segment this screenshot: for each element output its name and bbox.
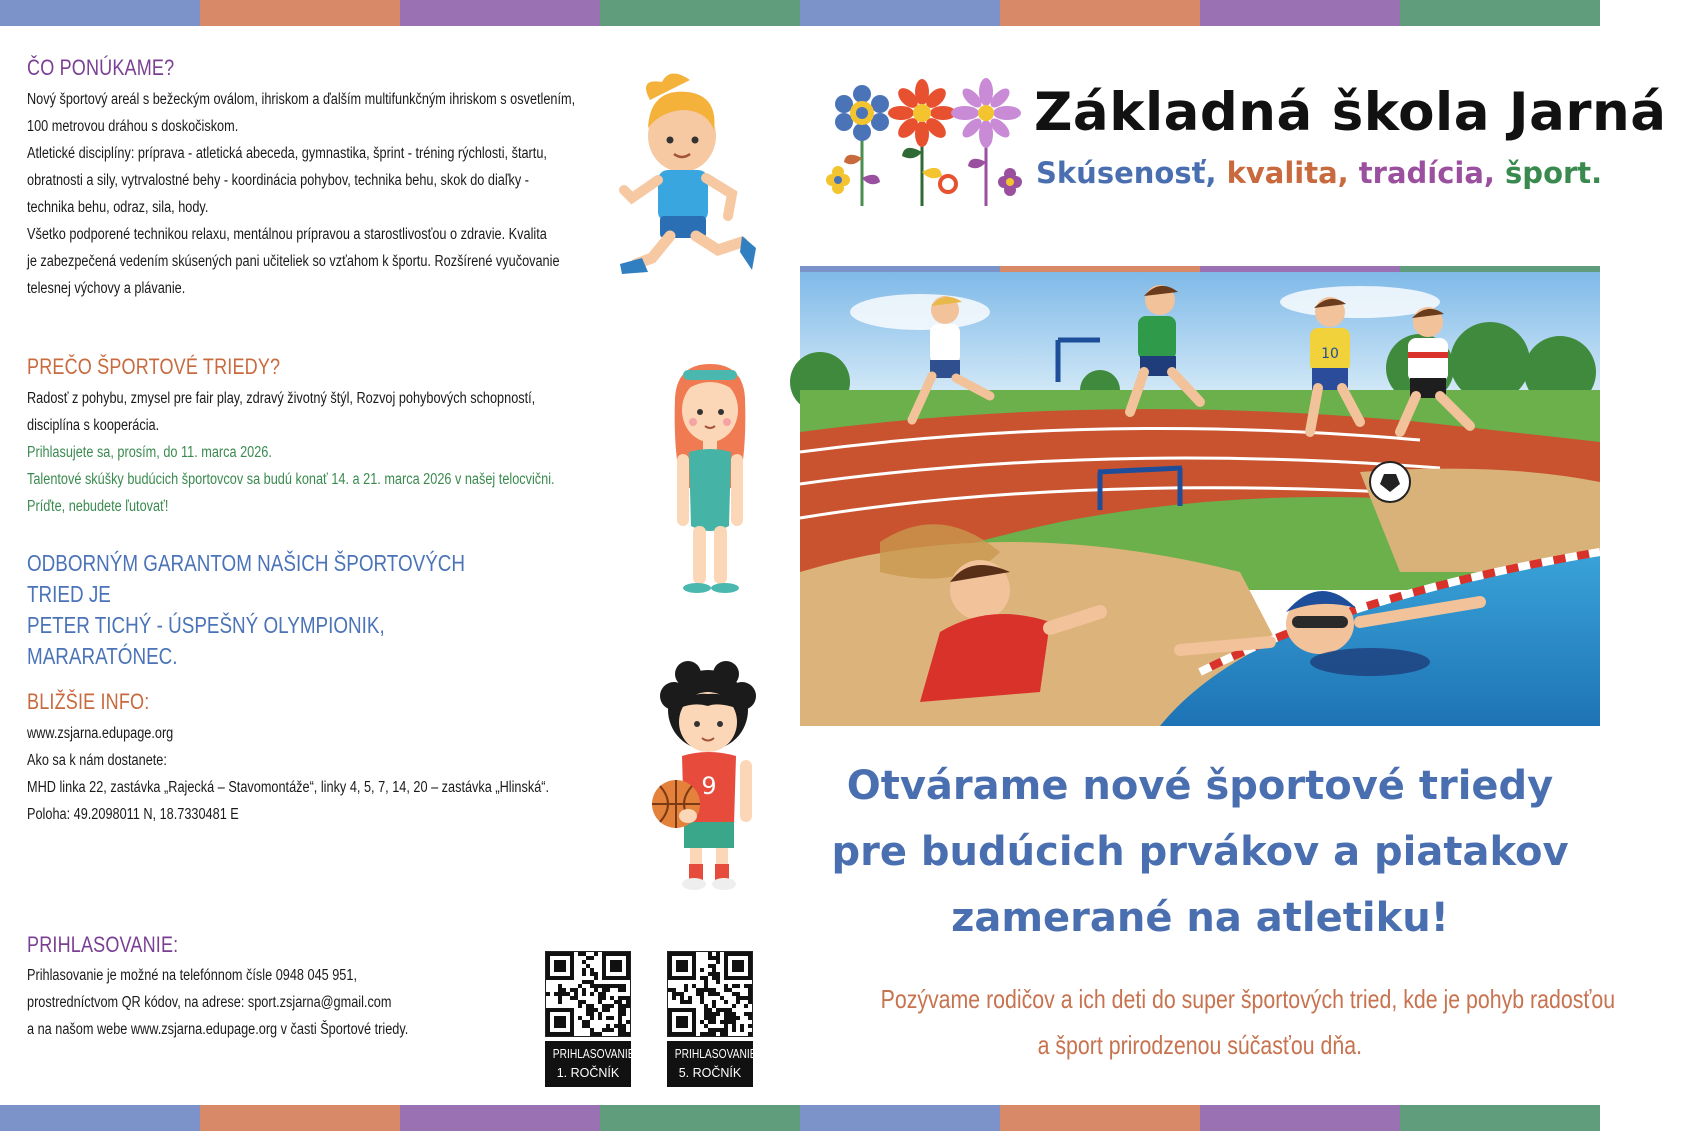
stripe-segment — [600, 0, 800, 26]
tagline-word: kvalita, — [1226, 156, 1349, 190]
subheadline-line: a šport prirodzenou súčasťou dňa. — [1037, 1030, 1363, 1060]
offer-line: Všetko podporené technikou relaxu, mentálnou prípravou a starostlivosťou o zdravie. Kvalita — [27, 226, 547, 243]
stripe-segment — [1200, 0, 1400, 26]
school-tagline — [1036, 156, 1602, 190]
running-boy-illustration — [610, 58, 775, 288]
subheadline-line: Pozývame rodičov a ich deti do super športových tried, kde je pohyb radosťou — [880, 984, 1616, 1014]
offer-line: Atletické disciplíny: príprava - atletická abeceda, gymnastika, šprint - tréning rýchlosti, štartu, — [27, 145, 547, 162]
register-text — [27, 962, 519, 1043]
qr-code-icon — [545, 951, 631, 1037]
offer-text — [27, 86, 601, 302]
why-line: disciplína s kooperácia. — [27, 417, 160, 434]
offer-title: ČO PONÚKAME? — [27, 55, 175, 80]
guarantor-text — [27, 548, 519, 672]
guarantor-line: PETER TICHÝ - ÚSPEŠNÝ OLYMPIONIK, MARARATÓNEC. — [27, 612, 385, 669]
basketball-boy-illustration — [648, 666, 763, 906]
subheadline — [800, 976, 1616, 1068]
qr-code-first-grade[interactable] — [545, 951, 635, 1087]
register-line: Prihlasovanie je možné na telefónnom čísle 0948 045 951, — [27, 967, 357, 984]
headline-line: Otvárame nové športové triedy — [846, 763, 1554, 809]
bottom-color-stripe — [0, 1105, 1600, 1131]
offer-line: Nový športový areál s bežeckým oválom, ihriskom a ďalším multifunkčným ihriskom s osvetlením, — [27, 91, 576, 108]
stripe-segment — [800, 1105, 1000, 1131]
offer-line: je zabezpečená vedením skúsených pani učiteliek so vzťahom k športu. Rozšírené vyučovanie — [27, 253, 560, 270]
offer-line: obratnosti a sily, vytrvalostné behy - koordinácia pohybov, technika behu, skok do diaľky - — [27, 172, 530, 189]
info-text — [27, 720, 601, 828]
invite-note: Príďte, nebudete ľutovať! — [27, 498, 169, 515]
offer-line: telesnej výchovy a plávanie. — [27, 280, 186, 297]
why-line: Radosť z pohybu, zmysel pre fair play, zdravý životný štýl, Rozvoj pohybových schopností, — [27, 390, 536, 407]
stripe-segment — [400, 0, 600, 26]
website-link[interactable]: www.zsjarna.edupage.org — [27, 725, 174, 742]
top-color-stripe — [0, 0, 1600, 26]
stripe-segment — [1400, 0, 1600, 26]
stripe-segment — [200, 0, 400, 26]
register-line: prostredníctvom QR kódov, na adrese: sport.zsjarna@gmail.com — [27, 994, 392, 1011]
stripe-segment — [1200, 1105, 1400, 1131]
stripe-segment — [200, 1105, 400, 1131]
why-title: PREČO ŠPORTOVÉ TRIEDY? — [27, 354, 281, 379]
main-headline — [800, 753, 1600, 951]
tagline-word: tradícia, — [1358, 156, 1495, 190]
tagline-word: šport. — [1505, 156, 1603, 190]
kids-sports-illustration — [800, 272, 1600, 726]
tagline-word: Skúsenosť, — [1036, 156, 1217, 190]
school-name: Základná škola Jarná — [1034, 82, 1667, 143]
register-title: PRIHLASOVANIE: — [27, 932, 179, 957]
headline-line: zamerané na atletiku! — [951, 895, 1449, 941]
flowers-logo-icon — [822, 78, 1022, 208]
headline-line: pre budúcich prvákov a piatakov — [831, 829, 1569, 875]
info-line: Ako sa k nám dostanete: — [27, 752, 167, 769]
deadline-note: Prihlasujete sa, prosím, do 11. marca 2026. — [27, 444, 272, 461]
qr-label: PRIHLASOVANIE 1. ROČNÍK — [545, 1041, 631, 1087]
stripe-segment — [600, 1105, 800, 1131]
jersey-number-ten: 10 — [1321, 346, 1339, 362]
swimmer-girl-illustration — [665, 358, 755, 603]
stripe-segment — [1000, 1105, 1200, 1131]
guarantor-line: ODBORNÝM GARANTOM NAŠICH ŠPORTOVÝCH TRIED JE — [27, 550, 466, 607]
stripe-segment — [1000, 0, 1200, 26]
stripe-segment — [1400, 1105, 1600, 1131]
register-line: a na našom webe www.zsjarna.edupage.org v časti Športové triedy. — [27, 1021, 409, 1038]
stripe-segment — [0, 0, 200, 26]
trials-note: Talentové skúšky budúcich športovcov sa budú konať 14. a 21. marca 2026 v našej telocvični. — [27, 471, 555, 488]
stripe-segment — [800, 0, 1000, 26]
offer-line: 100 metrovou dráhou s doskočiskom. — [27, 118, 239, 135]
offer-line: technika behu, odraz, sila, hody. — [27, 199, 209, 216]
info-line: Poloha: 49.2098011 N, 18.7330481 E — [27, 806, 239, 823]
jersey-number: 9 — [701, 772, 717, 800]
qr-label: PRIHLASOVANIE 5. ROČNÍK — [667, 1041, 753, 1087]
qr-code-icon — [667, 951, 753, 1037]
qr-code-fifth-grade[interactable] — [667, 951, 757, 1087]
stripe-segment — [0, 1105, 200, 1131]
info-line: MHD linka 22, zastávka „Rajecká – Stavomontáže“, linky 4, 5, 7, 14, 20 – zastávka „Hlinská“. — [27, 779, 550, 796]
info-title: BLIŽŠIE INFO: — [27, 689, 150, 714]
stripe-segment — [400, 1105, 600, 1131]
why-text — [27, 385, 601, 520]
